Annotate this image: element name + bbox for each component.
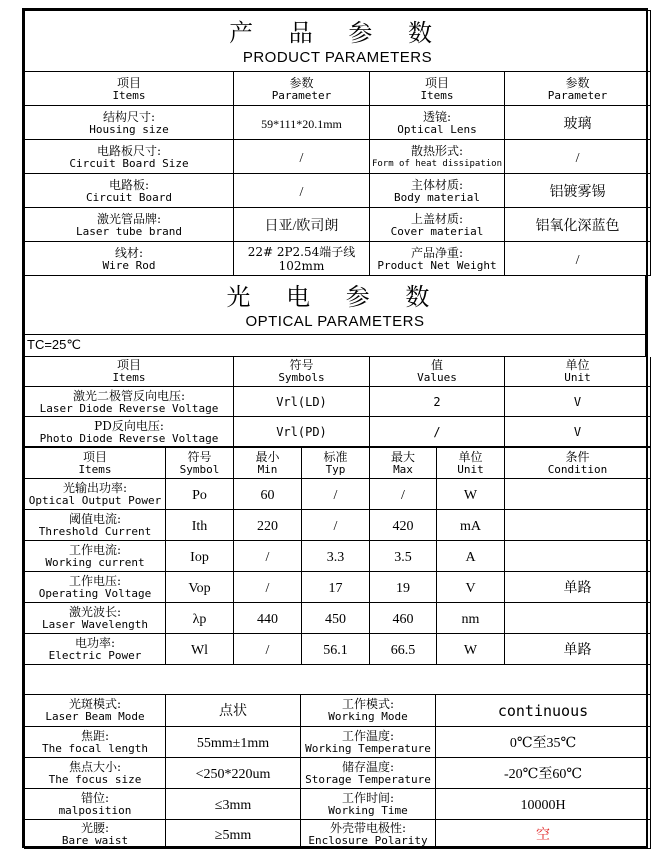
row-typ: / <box>333 519 338 534</box>
row-label-zh: 透镜: <box>422 109 452 124</box>
row-value: / <box>575 252 580 268</box>
row-unit: V <box>573 424 582 439</box>
table-row <box>25 634 651 665</box>
row-label-zh: 错位: <box>80 790 110 805</box>
row-label-en: malposition <box>58 803 132 817</box>
table-row <box>25 387 651 417</box>
header-param-en: Parameter <box>547 88 608 102</box>
row-unit: V <box>573 394 582 409</box>
row-label-zh: 光输出功率: <box>62 481 128 495</box>
row-min: 440 <box>257 612 278 627</box>
row-max: 66.5 <box>390 643 416 658</box>
row-value: 2 <box>433 394 441 409</box>
row-min: / <box>265 581 270 596</box>
row-label-zh: 储存温度: <box>341 759 395 774</box>
row-unit: mA <box>460 519 481 534</box>
optical-title-table <box>24 276 646 357</box>
h2-sym-en: Symbol <box>179 463 220 476</box>
h2-typ-en: Typ <box>325 463 346 476</box>
h2-item-en: Items <box>78 463 112 476</box>
row-value: ≤3mm <box>214 797 252 813</box>
optical-parameters-table <box>24 447 651 695</box>
header-item-zh: 项目 <box>424 75 449 90</box>
row-label-zh: 工作温度: <box>341 728 395 743</box>
row-min: 60 <box>260 488 275 503</box>
row-label-en: Product Net Weight <box>377 258 497 272</box>
row-label-zh: 光斑模式: <box>68 697 122 712</box>
h1-unit-zh: 单位 <box>565 358 590 373</box>
product-title <box>25 11 651 72</box>
row-max: 460 <box>392 612 414 627</box>
row-label-zh: 激光管品牌: <box>96 211 162 226</box>
row-value: 点状 <box>219 704 247 720</box>
row-min: 220 <box>257 519 278 534</box>
row-label-en: Operating Voltage <box>38 587 152 600</box>
enclosure-polarity-value: 空 <box>536 827 550 843</box>
row-label-zh: 激光二极管反向电压: <box>72 388 186 403</box>
row-typ: 450 <box>325 612 346 627</box>
row-label-zh: 产品净重: <box>410 245 464 260</box>
row-label-en: Optical Output Power <box>28 494 162 507</box>
row-value: / <box>299 184 304 200</box>
h1-sym-zh: 符号 <box>289 358 314 373</box>
product-title-zh: 产 品 参 数 <box>229 19 446 47</box>
row-label-en: Threshold Current <box>38 525 152 538</box>
row-label-en: Working Mode <box>328 710 408 724</box>
table-row <box>25 726 651 757</box>
row-unit: A <box>465 550 476 565</box>
table-row <box>25 106 651 140</box>
header-param-en: Parameter <box>271 88 332 102</box>
row-unit: W <box>463 488 478 503</box>
row-label-zh: 结构尺寸: <box>102 109 156 124</box>
row-value: ≥5mm <box>214 827 252 843</box>
row-condition: 单路 <box>563 643 592 658</box>
table-row <box>25 174 651 208</box>
h1-unit-en: Unit <box>564 371 591 385</box>
row-value: 10000H <box>520 797 566 813</box>
row-label-zh: 电路板: <box>108 177 150 192</box>
row-label-en: Laser Beam Mode <box>45 710 145 724</box>
row-label-en: Circuit Board <box>85 190 173 204</box>
row-label-en: Laser Diode Reverse Voltage <box>39 401 219 415</box>
row-label-zh: PD反向电压: <box>94 418 164 433</box>
h2-cond-zh: 条件 <box>565 450 590 464</box>
optical-title-en: OPTICAL PARAMETERS <box>245 312 425 330</box>
row-label-en: Body material <box>393 190 481 204</box>
product-title-en: PRODUCT PARAMETERS <box>242 49 433 66</box>
row-typ: 3.3 <box>326 550 345 565</box>
row-typ: 17 <box>328 581 343 596</box>
h2-sym-zh: 符号 <box>187 450 212 464</box>
row-label-en: Housing size <box>89 122 169 136</box>
row-typ: 56.1 <box>323 643 348 658</box>
optical-title-zh: 光 电 参 数 <box>226 282 444 311</box>
h1-val-en: Values <box>417 371 457 385</box>
row-label-en: Enclosure Polarity <box>308 833 428 847</box>
table-row <box>25 417 651 447</box>
h2-min-zh: 最小 <box>255 450 280 464</box>
table-row <box>25 757 651 788</box>
row-symbol: Wl <box>190 643 209 658</box>
row-label-zh: 上盖材质: <box>410 211 464 226</box>
row-label-zh: 线材: <box>114 245 144 260</box>
spacer-row <box>25 665 651 695</box>
table-row <box>25 479 651 510</box>
row-label-en: Laser Wavelength <box>42 618 148 631</box>
header-item-zh: 项目 <box>116 75 141 90</box>
header-item-en: Items <box>420 88 454 102</box>
h2-unit-en: Unit <box>457 463 484 476</box>
row-value: 玻璃 <box>563 116 592 132</box>
row-min: / <box>265 550 270 565</box>
row-max: 3.5 <box>394 550 412 565</box>
row-symbol: Ith <box>191 519 208 534</box>
header-param-zh: 参数 <box>289 75 314 90</box>
row-label-en: Cover material <box>390 224 484 238</box>
row-value: 55mm±1mm <box>196 735 270 751</box>
row-label-zh: 电路板尺寸: <box>96 143 162 158</box>
row-label-zh: 工作模式: <box>341 697 395 712</box>
row-label-zh: 光腰: <box>80 820 110 835</box>
row-label-en: Form of heat dissipation <box>371 158 503 169</box>
h2-item-zh: 项目 <box>82 450 107 464</box>
row-value: / <box>433 424 441 439</box>
row-symbol: λp <box>192 612 207 627</box>
table-row <box>25 572 651 603</box>
row-max: 19 <box>396 581 410 596</box>
row-min: / <box>265 643 270 658</box>
h2-min-en: Min <box>257 463 278 476</box>
row-label-en: Working current <box>45 556 145 569</box>
reverse-voltage-table <box>24 357 651 448</box>
row-symbol: Vop <box>188 581 211 596</box>
product-parameters-table <box>24 10 651 276</box>
row-label-en: Optical Lens <box>397 122 477 136</box>
row-label-en: Bare waist <box>61 833 129 847</box>
row-label-en: Electric Power <box>48 649 142 662</box>
row-label-en: Working Temperature <box>305 741 431 755</box>
row-label-zh: 阈值电流: <box>68 512 122 526</box>
h1-sym-en: Symbols <box>278 371 325 385</box>
row-label-en: Storage Temperature <box>305 772 431 786</box>
product-header-row <box>25 72 651 106</box>
row-label-zh: 电功率: <box>74 636 116 650</box>
h2-unit-zh: 单位 <box>458 450 483 464</box>
row-symbol: Vrl(LD) <box>276 394 327 409</box>
row-value: 0℃至35℃ <box>509 735 577 751</box>
row-value-2: 102mm <box>278 258 325 273</box>
h2-max-zh: 最大 <box>390 450 415 464</box>
row-max: 420 <box>392 519 414 534</box>
h2-max-en: Max <box>393 463 413 476</box>
tc-condition: TC=25℃ <box>25 334 646 356</box>
parameter-sheet <box>22 8 648 848</box>
row-value: 日亚/欧司朗 <box>264 218 339 234</box>
h2-cond-en: Condition <box>547 463 608 476</box>
h2-typ-zh: 标准 <box>323 450 348 464</box>
row-typ: / <box>333 488 338 503</box>
table-row <box>25 695 651 726</box>
row-label-en: Circuit Board Size <box>69 156 189 170</box>
row-unit: nm <box>461 612 480 627</box>
reverse-header-row <box>25 357 651 387</box>
row-value: / <box>575 150 580 166</box>
row-symbol: Vrl(PD) <box>276 424 327 439</box>
table-row <box>25 140 651 174</box>
row-condition: 单路 <box>563 581 592 596</box>
row-label-en: The focus size <box>48 772 142 786</box>
row-unit: V <box>465 581 476 596</box>
row-label-zh: 工作电流: <box>68 543 122 557</box>
header-item-en: Items <box>112 88 146 102</box>
row-unit: W <box>463 643 478 658</box>
beam-parameters-table <box>24 695 651 849</box>
table-row <box>25 242 651 276</box>
row-value: 铝镀雾锡 <box>549 184 606 200</box>
row-value: 铝氧化深蓝色 <box>535 218 620 234</box>
h1-val-zh: 值 <box>430 358 443 373</box>
row-label-en: Wire Rod <box>102 258 156 272</box>
row-label-zh: 散热形式: <box>410 143 464 158</box>
row-label-zh: 工作时间: <box>341 790 395 805</box>
table-row <box>25 541 651 572</box>
table-row <box>25 603 651 634</box>
row-value: 22# 2P2.54端子线 <box>247 244 356 259</box>
optical-header-row <box>25 448 651 479</box>
table-row <box>25 819 651 848</box>
row-symbol: Iop <box>190 550 209 565</box>
row-value: <250*220um <box>195 766 271 782</box>
row-label-en: Working Time <box>328 803 408 817</box>
h1-item-en: Items <box>112 371 146 385</box>
row-label-en: Photo Diode Reverse Voltage <box>39 431 219 445</box>
row-max: / <box>401 488 405 503</box>
row-value: 59*111*20.1mm <box>261 117 342 131</box>
row-label-zh: 工作电压: <box>68 574 122 588</box>
row-label-en: The focal length <box>42 741 148 755</box>
row-symbol: Po <box>192 488 207 503</box>
row-label-zh: 焦距: <box>80 728 110 743</box>
row-label-zh: 外壳带电极性: <box>329 820 407 835</box>
row-value: -20℃至60℃ <box>504 766 582 782</box>
table-row <box>25 510 651 541</box>
table-row <box>25 208 651 242</box>
row-label-zh: 主体材质: <box>410 177 464 192</box>
table-row <box>25 788 651 819</box>
row-label-zh: 激光波长: <box>68 605 122 619</box>
row-value: / <box>299 150 304 166</box>
row-label-zh: 焦点大小: <box>68 759 122 774</box>
row-label-en: Laser tube brand <box>76 224 182 238</box>
h1-item-zh: 项目 <box>116 358 141 373</box>
optical-title <box>25 276 646 334</box>
header-param-zh: 参数 <box>565 75 590 90</box>
row-value: continuous <box>497 701 589 720</box>
